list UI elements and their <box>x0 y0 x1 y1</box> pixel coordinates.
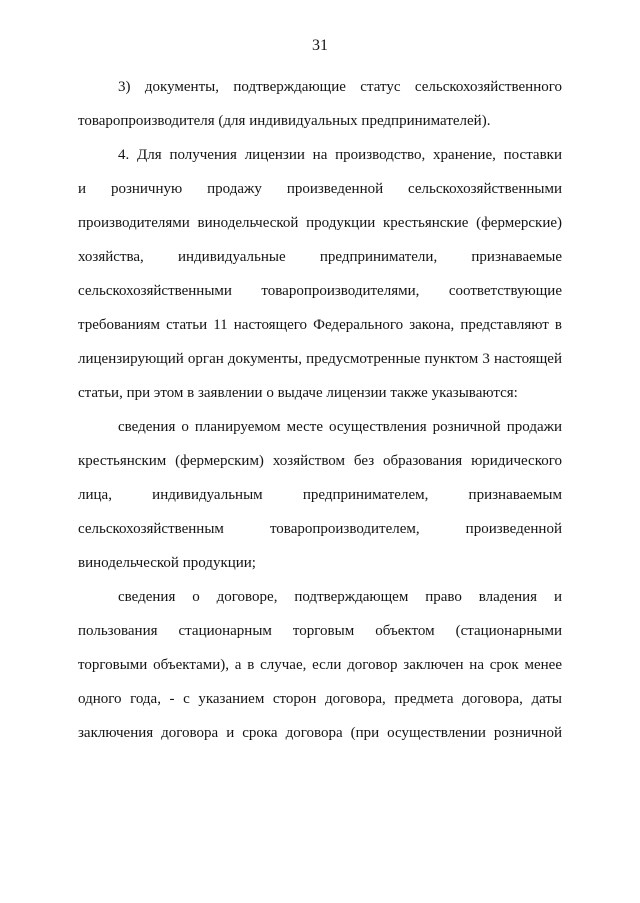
text-line: хозяйства, индивидуальные предприниматели, признаваемые <box>78 249 562 265</box>
document-body <box>78 70 562 750</box>
paragraph-retail-place <box>78 410 562 580</box>
text-line: товаропроизводителя (для индивидуальных предпринимателей). <box>78 113 491 129</box>
text-line: сведения о планируемом месте осуществления розничной продажи <box>118 419 562 435</box>
text-line: сведения о договоре, подтверждающем право владения и <box>118 589 562 605</box>
text-line: сельскохозяйственным товаропроизводителем, произведенной <box>78 521 562 537</box>
text-line: крестьянским (фермерским) хозяйством без образования юридического <box>78 453 562 469</box>
text-line: пользования стационарным торговым объектом (стационарными <box>78 623 562 639</box>
text-line: требованиям статьи 11 настоящего Федерального закона, представляют в <box>78 317 562 333</box>
text-line: статьи, при этом в заявлении о выдаче лицензии также указываются: <box>78 385 518 401</box>
text-line: сельскохозяйственными товаропроизводителями, соответствующие <box>78 283 562 299</box>
text-line: лицензирующий орган документы, предусмотренные пунктом 3 настоящей <box>78 351 562 367</box>
paragraph-contract <box>78 580 562 750</box>
paragraph-item-4 <box>78 138 562 410</box>
text-line: заключения договора и срока договора (при осуществлении розничной <box>78 725 562 741</box>
text-line: лица, индивидуальным предпринимателем, признаваемым <box>78 487 562 503</box>
text-line: 4. Для получения лицензии на производство, хранение, поставки <box>118 147 562 163</box>
text-line: производителями винодельческой продукции крестьянские (фермерские) <box>78 215 562 231</box>
paragraph-item-3 <box>78 70 562 138</box>
page-number: 31 <box>312 37 328 54</box>
text-line: торговыми объектами), а в случае, если договор заключен на срок менее <box>78 657 562 673</box>
text-line: 3) документы, подтверждающие статус сельскохозяйственного <box>118 79 562 95</box>
text-line: винодельческой продукции; <box>78 555 256 571</box>
text-line: одного года, - с указанием сторон договора, предмета договора, даты <box>78 691 562 707</box>
text-line: и розничную продажу произведенной сельскохозяйственными <box>78 181 562 197</box>
